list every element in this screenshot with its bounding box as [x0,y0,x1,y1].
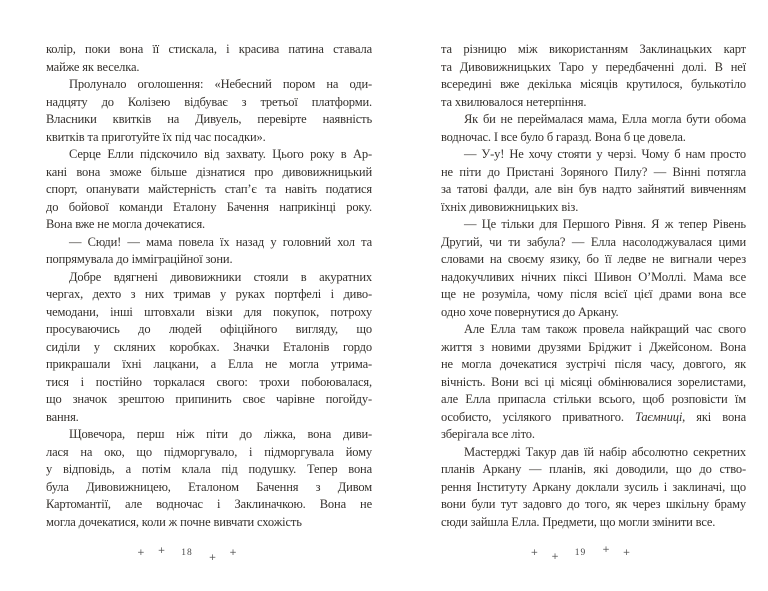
plus-ornament-icon: + [602,545,610,555]
text-line [441,251,746,269]
text-line [441,339,746,357]
text-segment: — Сюди! — мама повела їх назад у головний хол та [69,234,372,249]
text-line [46,59,372,77]
text-line [441,59,746,77]
page-19-footer [428,545,733,562]
paragraph [441,41,746,111]
text-segment: та Дивовижницьких Таро у передбаченні долі. В неї [441,59,746,74]
text-segment: , які вона [682,409,746,424]
text-segment: Мастерджі Такур дав їй набір абсолютно секретних [464,444,746,459]
text-line [46,479,372,497]
text-segment: одно хоче повернутися до Аркану. [441,304,619,319]
text-segment: не могла дочекатися зустрічі після часу, довгого, як [441,357,746,371]
text-segment: та різницю між використанням Заклинацьких карт [441,42,746,56]
text-line [441,304,746,322]
text-line [46,216,372,234]
text-line [46,129,372,147]
text-line [46,444,372,462]
page-18 [46,41,372,563]
paragraph [46,426,372,531]
text-segment: чергах, дехто з них тримав у руках портфелі і диво- [46,287,372,301]
text-line [46,514,372,532]
text-segment: особисто, усілякого приватного. [441,409,635,424]
text-segment: Вона вже не могла дочекатися. [46,217,206,231]
text-segment: Але Елла там також провела найкращий час свого [464,322,746,336]
text-segment: та хвилювалося нетерпіння. [441,94,587,109]
text-line [441,41,746,59]
text-line [441,479,746,497]
text-line [46,391,372,409]
text-segment: могла дочекатися, коли ж почне вивчати схожість [46,514,302,529]
text-line [46,269,372,287]
text-line [441,496,746,514]
text-segment: колір, поки вона її стискала, і красива патина ставала [46,42,372,56]
text-segment: кані вона зможе більше дізнатися про дивовижницький [46,164,372,179]
text-line [46,76,372,94]
paragraph [441,146,746,216]
text-segment: їхніх дивовижницьких віз. [441,199,579,214]
paragraph [46,269,372,427]
paragraph [441,216,746,321]
text-line [441,181,746,199]
text-line [441,409,746,427]
page-19-text [441,41,746,531]
text-segment: зберігала все літо. [441,427,535,441]
text-line [441,356,746,374]
text-segment: Картомантії, але водночас і Заклиначкою. Вона не [46,497,372,511]
text-segment: була Дивовижницею, Еталоном Бачення з Дивом [46,479,372,494]
plus-ornament-icon: + [622,548,631,558]
text-segment: до бойової команди Еталону Бачення наприкінці року. [46,199,372,214]
text-segment: чемодани, інші штовхали візки для покупок, потроху [46,304,372,319]
text-line [46,304,372,322]
text-line [441,426,746,444]
text-segment: не піти до Пристані Зоряного Пилу? — Вінні потягла [441,164,746,179]
text-segment: вічність. Вони всі ці місяці обмінювалися зорелистами, [441,374,746,389]
text-line [441,321,746,339]
text-segment: — У-у! Не хочу стояти у черзі. Чому б нам просто [464,147,746,161]
text-segment: життя з новими друзями Бріджит і Джейсоном. Вона [441,339,746,354]
text-line [46,199,372,217]
text-segment: Добре вдягнені дивовижники стояли в акуратних [69,269,372,284]
text-segment: Власники квитків на Дивуель, перевірте наявність [46,112,372,126]
text-segment: ще не розуміла, чому після всієї цієї драми вона все [441,287,746,301]
page-number: 18 [181,548,193,558]
paragraph [46,76,372,146]
text-segment: водночас. І все було б гаразд. Вона б це довела. [441,129,686,144]
page-number: 19 [574,548,587,558]
text-segment: надцяту до Колізею відбуває з третьої платформи. [46,94,372,109]
text-line [441,234,746,252]
text-segment: що значок зрештою припинить своє чарівне погойду- [46,392,372,406]
text-segment: у відповідь, а потім клала під подушку. Тепер вона [46,462,372,476]
text-line [441,391,746,409]
paragraph [441,111,746,146]
plus-ornament-icon: + [137,548,145,558]
plus-ornament-icon: + [208,553,217,563]
text-line [46,496,372,514]
text-line [46,111,372,129]
text-line [441,94,746,112]
text-segment: спорт, опанувати майстерність стап’є та навіть податися [46,182,372,196]
text-line [46,339,372,357]
text-line [46,461,372,479]
paragraph [46,234,372,269]
paragraph [46,146,372,234]
text-segment: майже як веселка. [46,59,140,74]
text-line [441,444,746,462]
text-segment: всередині вже декілька місяців крутилося, булькотіло [441,77,746,91]
text-line [441,111,746,129]
text-line [441,269,746,287]
text-line [46,374,372,392]
text-line [441,461,746,479]
text-segment: попрямувала до імміграційної зони. [46,252,233,266]
text-segment: тися і постійно торкалася свого: трохи побоювалася, [46,374,372,389]
text-line [441,129,746,147]
text-line [46,356,372,374]
text-segment: сиділи у скляних коробках. Значки Еталонів гордо [46,339,372,354]
plus-ornament-icon: + [551,552,559,562]
text-line [46,164,372,182]
text-segment: — Це тільки для Першого Рівня. Я ж тепер Рівень [464,217,746,231]
text-line [46,426,372,444]
text-line [441,76,746,94]
text-segment: сюди зайшла Елла. Предмети, що могли змінити все. [441,514,716,529]
text-segment: прикрашали їхні лацкани, а Елла не могла утрима- [46,357,372,371]
text-line [441,164,746,182]
text-segment: рення Інституту Аркану доклали зусиль і заклиначі, що [441,479,746,494]
page-18-footer [24,546,350,563]
plus-ornament-icon: + [229,548,237,558]
text-line [46,321,372,339]
page-18-text [46,41,372,531]
text-segment: Серце Елли підскочило від захвату. Цього року в Ар- [69,147,372,161]
text-segment: Пролунало оголошення: «Небесний пором на оди- [69,77,372,91]
text-segment: планів Аркану — планів, які доводили, що до ство- [441,462,746,476]
text-line [441,216,746,234]
text-segment: за татові фалди, але він був надто зайнятий вивченням [441,182,746,196]
text-line [441,199,746,217]
italic-text: Таємниці [634,409,683,424]
text-segment: Другий, чи ти забула? — Елла насолоджувалася цими [441,234,746,249]
text-line [46,146,372,164]
text-segment: вони були тут задовго до того, як через шкільну браму [441,497,746,511]
plus-ornament-icon: + [530,548,539,558]
text-segment: просуваючись до людей офіційного вигляду, що [46,322,372,336]
text-line [46,181,372,199]
paragraph [441,444,746,532]
text-line [46,94,372,112]
text-line [46,41,372,59]
text-line [441,146,746,164]
paragraph [441,321,746,444]
text-line [441,374,746,392]
text-segment: Як би не переймалася мама, Елла могла бути обома [464,112,746,126]
text-segment: надокучливих нічних піксі Шивон О’Моллі. Мама все [441,269,746,284]
page-19 [441,41,746,562]
text-line [46,286,372,304]
text-line [441,286,746,304]
paragraph [46,41,372,76]
plus-ornament-icon: + [157,546,166,556]
text-segment: вання. [46,409,79,424]
text-segment: словами на своєму язику, бо її ледве не вигнали через [441,252,746,266]
text-segment: квитків та приготуйте їх під час посадки». [46,129,266,144]
text-segment: Щовечора, перш ніж піти до ліжка, вона диви- [69,427,372,441]
text-line [46,251,372,269]
text-segment: але Елла припасла стільки всього, щоб розповісти їм [441,392,746,406]
text-line [46,234,372,252]
text-segment: лася на око, що підморгувало, і підморгувала йому [46,444,372,459]
text-line [46,409,372,427]
text-line [441,514,746,532]
